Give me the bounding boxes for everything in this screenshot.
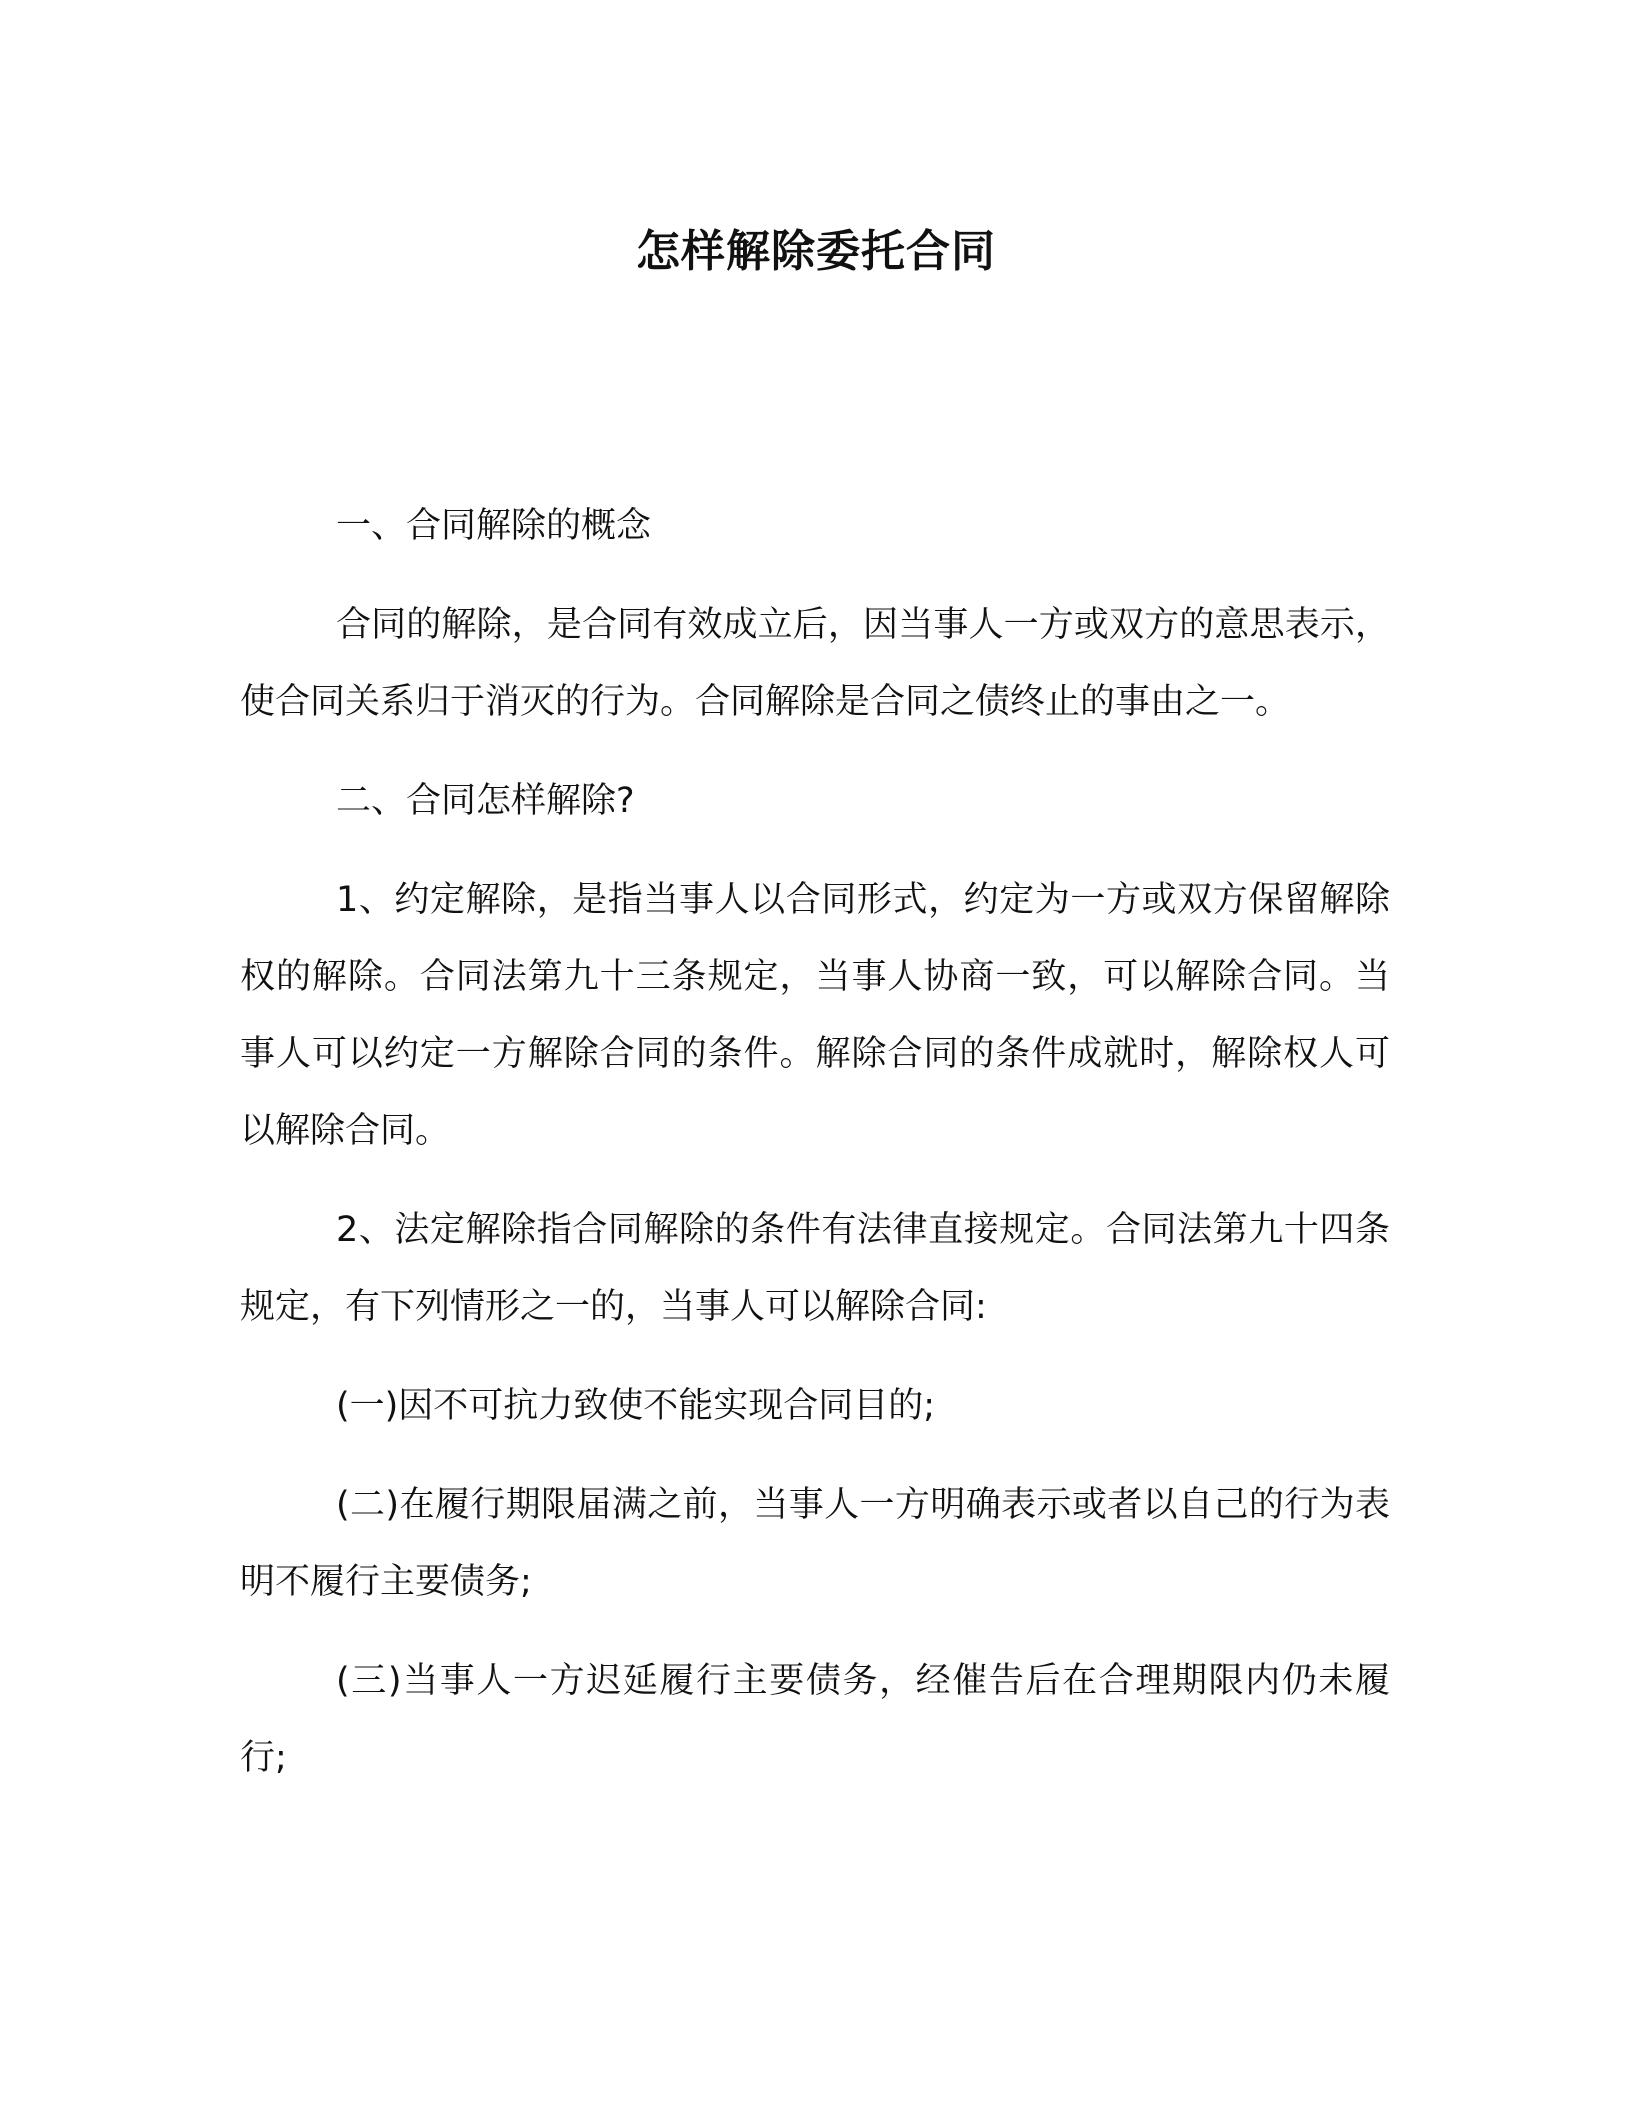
- section-heading-concept: 一、合同解除的概念: [336, 506, 652, 546]
- list-item-delayed-performance: (三)当事人一方迟延履行主要债务，经催告后在合理期限内仍未履行;: [240, 1661, 1390, 1778]
- paragraph-definition: 合同的解除，是合同有效成立后，因当事人一方或双方的意思表示，使合同关系归于消灭的行为。合同解除是合同之债终止的事由之一。: [240, 605, 1390, 722]
- document-title: 怎样解除委托合同: [636, 226, 996, 277]
- section-heading-how-to-terminate: 二、合同怎样解除?: [336, 781, 635, 821]
- list-item-anticipatory-breach: (二)在履行期限届满之前，当事人一方明确表示或者以自己的行为表明不履行主要债务;: [240, 1485, 1390, 1602]
- paragraph-statutory-termination: 2、法定解除指合同解除的条件有法律直接规定。合同法第九十四条规定，有下列情形之一的，当事人可以解除合同:: [240, 1210, 1390, 1327]
- paragraph-agreed-termination: 1、约定解除，是指当事人以合同形式，约定为一方或双方保留解除权的解除。合同法第九十三条规定，当事人协商一致，可以解除合同。当事人可以约定一方解除合同的条件。解除合同的条件成就时，解除权人可以解除合同。: [240, 880, 1390, 1151]
- document-body: [240, 488, 1390, 1819]
- list-item-force-majeure: (一)因不可抗力致使不能实现合同目的;: [336, 1386, 936, 1426]
